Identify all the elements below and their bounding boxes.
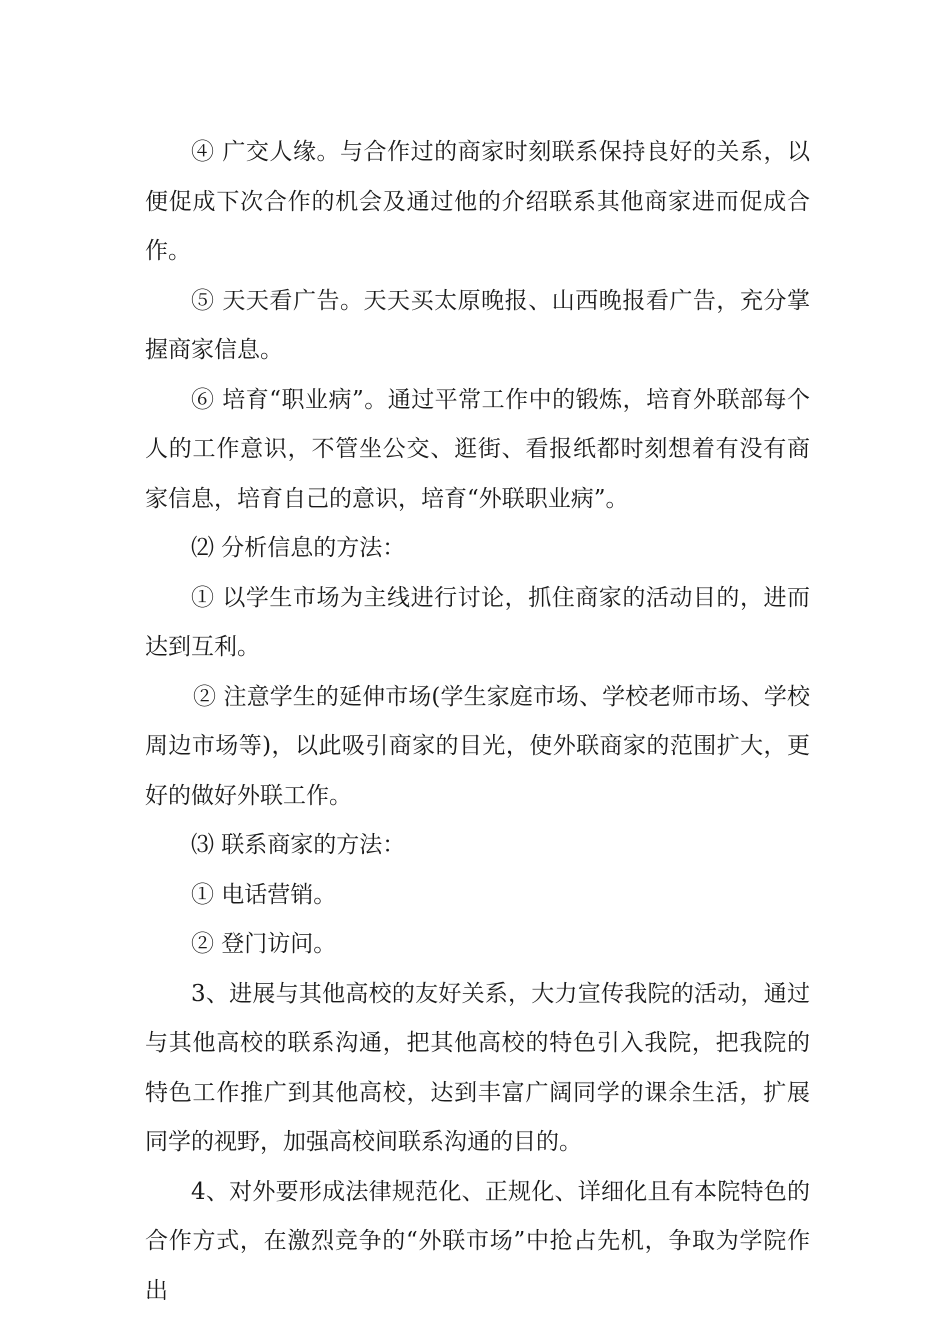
paragraph-heading-contact-methods: ⑶ 联系商家的方法：	[191, 832, 406, 858]
paragraph-item-4-make-connections: ④ 广交人缘。与合作过的商家时刻联系保持良好的关系，以便促成下次合作的机会及通过他的介绍联系其他商家进而促成合作。	[145, 139, 810, 264]
paragraph-section-3: 3、进展与其他高校的友好关系，大力宣传我院的活动，通过与其他高校的联系沟通，把其他高校的特色引入我院，把我院的特色工作推广到其他高校，达到丰富广阔同学的课余生活，扩展同学的视野，加强高校间联系沟通的目的。	[145, 980, 810, 1155]
paragraph-analyze-item-1: ① 以学生市场为主线进行讨论，抓住商家的活动目的，进而达到互利。	[145, 584, 810, 660]
paragraph-contact-item-2: ② 登门访问。	[191, 931, 337, 957]
paragraph-heading-analyze-info: ⑵ 分析信息的方法：	[191, 535, 406, 561]
paragraph-analyze-item-2: ② 注意学生的延伸市场(学生家庭市场、学校老师市场、学校周边市场等)，以此吸引商家的目光，使外联商家的范围扩大，更好的做好外联工作。	[145, 683, 810, 809]
paragraph-contact-item-1: ① 电话营销。	[191, 881, 337, 908]
document-body	[145, 128, 810, 1316]
paragraph-section-4: 4、对外要形成法律规范化、正规化、详细化且有本院特色的合作方式，在激烈竞争的“外联市场”中抢占先机，争取为学院作出	[145, 1178, 810, 1304]
paragraph-item-5-read-ads: ⑤ 天天看广告。天天买太原晚报、山西晚报看广告，充分掌握商家信息。	[145, 287, 810, 363]
paragraph-item-6-occupational-habit: ⑥ 培育“职业病”。通过平常工作中的锻炼，培育外联部每个人的工作意识，不管坐公交、逛街、看报纸都时刻想着有没有商家信息，培育自己的意识，培育“外联职业病”。	[145, 386, 810, 512]
